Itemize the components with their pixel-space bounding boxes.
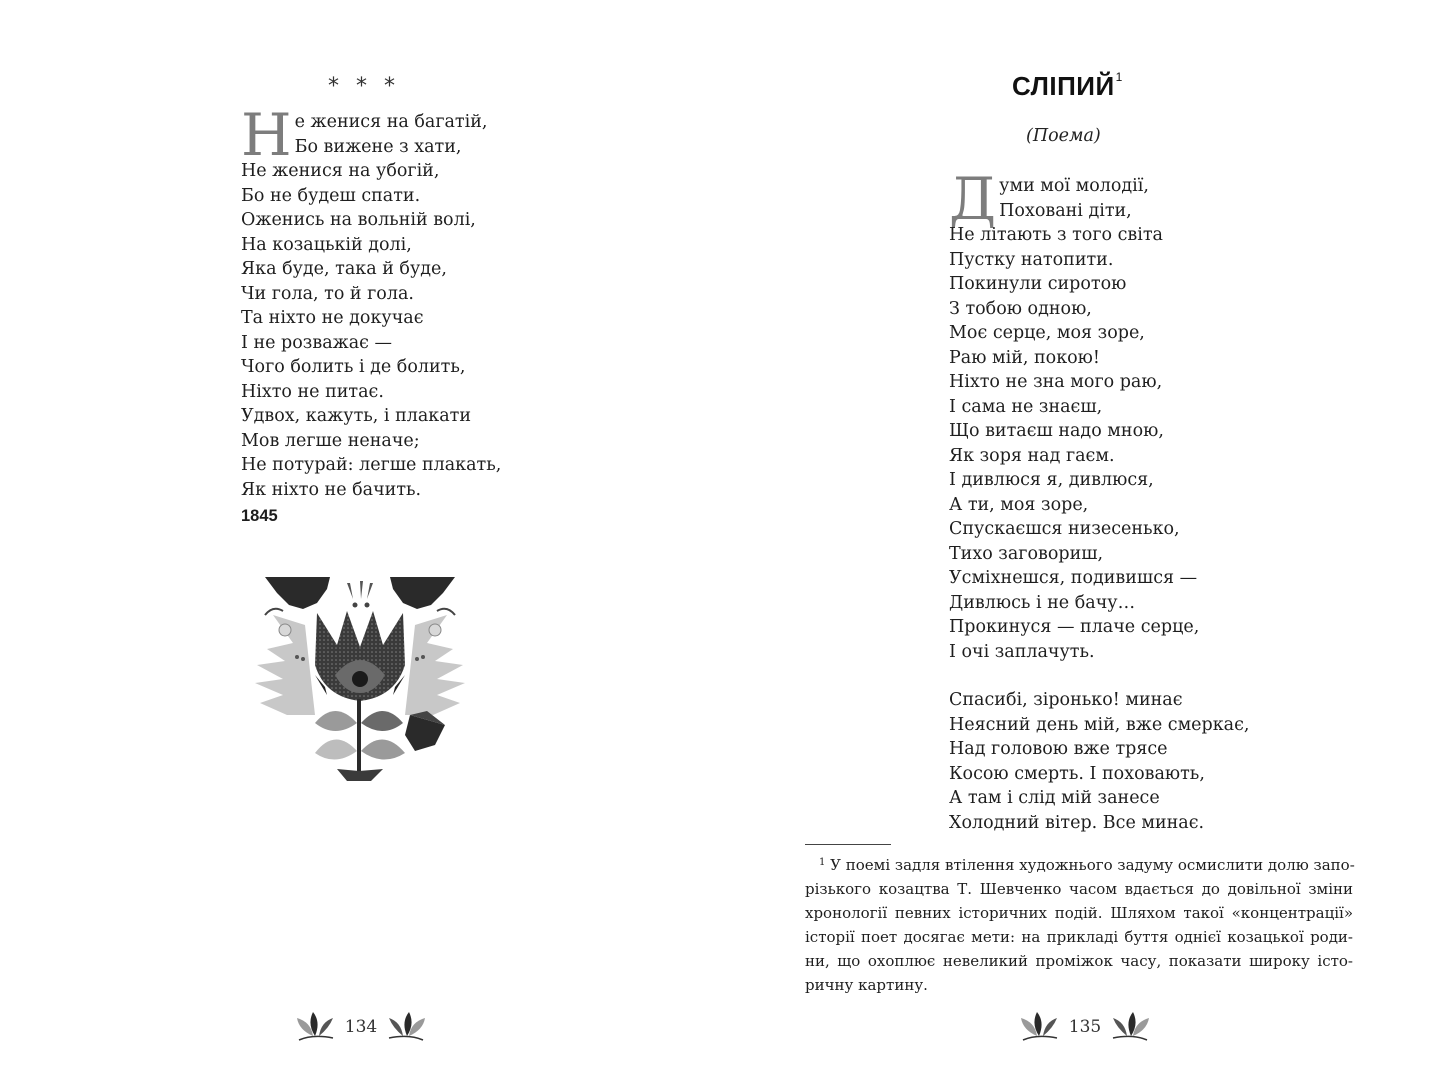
- poem-line: Неясний день мій, вже смеркає,: [949, 714, 1250, 735]
- footnote-divider: [805, 844, 891, 845]
- poem-line: А ти, моя зоре,: [949, 494, 1089, 515]
- poem-right: [949, 165, 1279, 835]
- left-leaf-ornament-icon: [293, 1010, 337, 1044]
- poem-line: Прокинуся — плаче серце,: [949, 617, 1200, 637]
- poem-line: Мов легше неначе;: [241, 430, 420, 451]
- title-text: СЛІПИЙ: [1012, 71, 1115, 101]
- poem-line: А там і слід мій занесе: [949, 788, 1160, 808]
- poem-line: Тихо заговориш,: [949, 543, 1104, 564]
- poem-line: Спускаєшся низесенько,: [949, 519, 1180, 539]
- footnote-mark: 1: [819, 857, 826, 868]
- poem-line: І не розважає —: [241, 332, 393, 353]
- poem-line: Раю мій, покою!: [949, 347, 1100, 368]
- poem-line: уми мої молодії,: [999, 176, 1149, 196]
- poem-line: Бо не будеш спати.: [241, 185, 421, 206]
- right-page: [722, 0, 1445, 1084]
- right-leaf-ornament-icon: [1109, 1010, 1153, 1044]
- footnote-text: У поемі задля втілення художнього задуму осмислити долю запо-: [830, 856, 1355, 874]
- section-asterisks: * * *: [328, 74, 400, 99]
- left-page: [0, 0, 722, 1084]
- left-leaf-ornament-icon: [1017, 1010, 1061, 1044]
- poem-line: Не літають з того світа: [949, 225, 1163, 245]
- page-number: 134: [344, 1017, 378, 1037]
- title-footnote-mark: 1: [1115, 70, 1123, 84]
- dropcap: Д: [949, 165, 997, 233]
- poem-line: Як зоря над гаєм.: [949, 445, 1115, 466]
- poem-line: І сама не знаєш,: [949, 396, 1103, 417]
- poem-line: Покинули сиротою: [949, 274, 1127, 294]
- poem-line: Бо вижене з хати,: [294, 136, 462, 157]
- poem-line: Ніхто не зна мого раю,: [949, 372, 1163, 392]
- poem-line: Над головою вже трясе: [949, 739, 1168, 759]
- page-number-right: [1010, 1010, 1160, 1044]
- poem-line: Поховані діти,: [999, 200, 1132, 221]
- page-number: 135: [1068, 1017, 1102, 1037]
- poem-line: Пустку натопити.: [949, 249, 1114, 270]
- footnote-line: хронології певних історичних подій. Шляхом такої «концентрації»: [805, 904, 1353, 922]
- poem-line: Та ніхто не докучає: [241, 308, 424, 328]
- stanza-gap: [949, 664, 1279, 688]
- poem-line: Оженись на вольній волі,: [241, 210, 476, 230]
- footnote-line: ни, що охоплює невеликий проміжок часу, показати широку істо-: [805, 952, 1353, 970]
- footnote-line: ричну картину.: [805, 976, 928, 994]
- poem-line: Удвох, кажуть, і плакати: [241, 406, 471, 426]
- poem-line: З тобою одною,: [949, 298, 1092, 319]
- poem-line: Не женися на убогій,: [241, 161, 440, 181]
- right-leaf-ornament-icon: [385, 1010, 429, 1044]
- poem-line: Холодний вітер. Все минає.: [949, 812, 1205, 833]
- poem-left: [241, 101, 541, 529]
- footnote: [805, 851, 1353, 997]
- folk-flower-ornament: [255, 575, 465, 785]
- poem-line: Чого болить і де болить,: [241, 357, 466, 377]
- poem-line: Спасибі, зіронько! минає: [949, 690, 1183, 710]
- poem-line: Косою смерть. І поховають,: [949, 763, 1205, 784]
- footnote-line: [805, 851, 1353, 877]
- poem-line: Ніхто не питає.: [241, 381, 384, 402]
- footnote-line: різького козацтва Т. Шевченко часом вдається до довільної зміни: [805, 880, 1353, 898]
- poem-line: На козацькій долі,: [241, 234, 412, 255]
- poem-line: І дивлюся я, дивлюся,: [949, 470, 1154, 490]
- footnote-line: історії поет досягає мети: на прикладі буття однієї козацької роди-: [805, 928, 1353, 946]
- poem-line: Яка буде, така й буде,: [241, 259, 447, 279]
- poem-title: [1012, 70, 1123, 102]
- poem-year: 1845: [241, 507, 278, 525]
- poem-line: е женися на багатій,: [294, 112, 488, 132]
- poem-line: Не потурай: легше плакать,: [241, 455, 502, 475]
- dropcap: Н: [241, 101, 292, 169]
- poem-line: І очі заплачуть.: [949, 641, 1095, 662]
- poem-line: Як ніхто не бачить.: [241, 479, 422, 500]
- poem-line: Моє серце, моя зоре,: [949, 323, 1145, 343]
- poem-line: Дивлюсь і не бачу…: [949, 592, 1136, 613]
- poem-line: Що витаєш надо мною,: [949, 421, 1164, 441]
- poem-subtitle: (Поема): [1026, 126, 1101, 146]
- poem-line: Усміхнешся, подивишся —: [949, 568, 1198, 588]
- poem-line: Чи гола, то й гола.: [241, 283, 414, 304]
- page-number-left: [286, 1010, 436, 1044]
